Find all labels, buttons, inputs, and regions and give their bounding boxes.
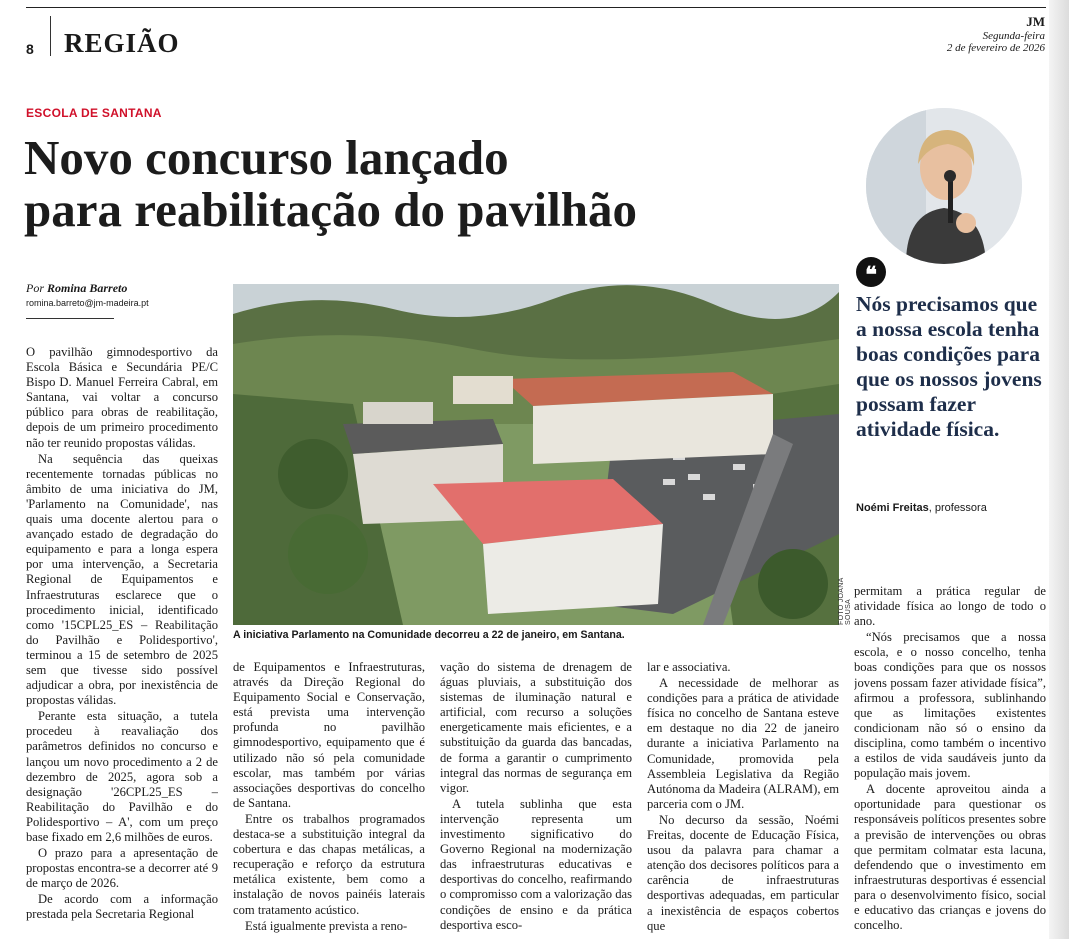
quote-icon: ❝: [856, 257, 886, 287]
paragraph: O pavilhão gimnodesportivo da Escola Básica e Secundária PE/C Bispo D. Manuel Ferreira Cabral, em Santana, vai voltar a concurso público para obras de reabilitação, depois de um primeiro procedimento não ter reunido propostas válidas.: [26, 345, 218, 450]
paragraph: A docente aproveitou ainda a oportunidade para questionar os responsáveis políticos presentes sobre a previsão de intervenções ou obras que permitam colmatar esta lacuna, defendendo que o investimento em infraestruturas desportivas é essencial para o desenvolvimento físico, social e educativo das crianças e jovens do concelho.: [854, 782, 1046, 933]
paragraph: A tutela sublinha que esta intervenção representa um investimento significativo do Governo Regional na modernização das infraestruturas educativas e desportivas do concelho, reafirmando o compromisso com a valorização das condições de ensino e da prática desportiva esco-: [440, 796, 632, 932]
column-2: [233, 660, 425, 935]
paragraph: O prazo para a apresentação de propostas encontra-se a decorrer até 9 de março de 2026.: [26, 846, 218, 891]
paragraph: lar e associativa.: [647, 660, 731, 674]
paragraph: de Equipamentos e Infraestruturas, através da Direção Regional do Equipamento Social e Conservação, está prevista uma intervenção profunda no pavilhão gimnodesportivo, equipamento que é utilizado não só pela comunidade escolar, mas também por várias associações desportivas do concelho de Santana.: [233, 660, 425, 810]
quote-speaker-role: , professora: [928, 502, 987, 514]
byline-rule: [26, 318, 114, 319]
speaker-photo: [866, 108, 1022, 264]
paragraph: permitam a prática regular de atividade física ao longo de todo o ano.: [854, 584, 1046, 629]
headline-line-2: para reabilitação do pavilhão: [24, 182, 638, 237]
photo-credit: FOTO JOANA SOUSA: [838, 577, 852, 625]
pull-quote-attribution: [856, 502, 987, 514]
byline-prefix: Por: [26, 281, 47, 295]
paragraph: Na sequência das queixas recentemente tornadas públicas no âmbito de uma iniciativa do JM, 'Parlamento na Comunidade', nas quais uma docente alertou para o avançado estado de degradação do equipamento e para a longa espera por uma intervenção, a Secretaria Regional de Equipamentos e Infraestruturas esclarece que o procedimento inicial, identificado como '15CPL25_ES – Reabilitação do Pavilhão e Polidesportivo', terminou a 15 de setembro de 2025 sem que tivesse sido possível adjudicar a obra, por inexistência de propostas válidas.: [26, 451, 218, 708]
quote-speaker-name: Noémi Freitas: [856, 502, 929, 514]
paragraph: De acordo com a informação prestada pela Secretaria Regional: [26, 892, 218, 922]
column-5: [854, 584, 1046, 935]
section-title: REGIÃO: [64, 28, 180, 58]
article-headline: [24, 132, 844, 236]
author-portrait: [866, 108, 1022, 264]
article-photo: [233, 284, 839, 625]
paragraph: Entre os trabalhos programados destaca-se a substituição integral da cobertura e das chapas metálicas, a recuperação e reforço da estrutura metálica existente, bem como a instalação de novos painéis laterais com tratamento acústico.: [233, 811, 425, 917]
paragraph: “Nós precisamos que a nossa escola, e o nosso concelho, tenha boas condições para que os nossos jovens possam fazer atividade física”, afirmou a professora, sublinhando que as limitações existentes condicionam não só o ensino da disciplina, como também o incentivo a estilos de vida saudáveis junto da população mais jovem.: [854, 630, 1046, 781]
paragraph: Perante esta situação, a tutela procedeu à reavaliação dos parâmetros definidos no concurso e lançou um novo procedimento a 2 de dezembro de 2025, agora sob a designação '26CPL25_ES – Reabilitação do Pavilhão e do Polidesportivo – A', com um preço base fixado em 2,6 milhões de euros.: [26, 709, 218, 844]
section-divider: [50, 16, 51, 56]
column-1: [26, 345, 218, 935]
masthead-date: 2 de fevereiro de 2026: [946, 42, 1045, 54]
top-rule: [26, 7, 1046, 8]
paragraph: No decurso da sessão, Noémi Freitas, docente de Educação Física, usou da palavra para chamar a atenção dos decisores políticos para a carência de infraestruturas desportivas adequadas, em particular a inexistência de espaços cobertos que: [647, 812, 839, 933]
pull-quote: Nós precisamos que a nossa escola tenha boas condições para que os nossos jovens possam fazer atividade física.: [856, 292, 1042, 441]
column-4: [647, 660, 839, 935]
paragraph: vação do sistema de drenagem de águas pluviais, a substituição dos sistemas de iluminação natural e artificial, com recurso a soluções energeticamente mais eficientes, e a substituição da guarda das bancadas, de forma a garantir o cumprimento integral das normas de segurança em vigor.: [440, 660, 632, 795]
column-3: [440, 660, 632, 935]
page-edge-shadow: [1049, 0, 1069, 939]
author-name: Romina Barreto: [47, 281, 128, 295]
article-kicker: ESCOLA DE SANTANA: [26, 106, 162, 120]
masthead-weekday: Segunda-feira: [982, 30, 1045, 42]
headline-line-1: Novo concurso lançado: [24, 130, 509, 185]
masthead: [947, 14, 1045, 54]
masthead-logo: JM: [1026, 14, 1045, 29]
byline: [26, 281, 127, 296]
school-aerial-image: [233, 284, 839, 625]
page-number: 8: [26, 41, 34, 57]
photo-caption: A iniciativa Parlamento na Comunidade decorreu a 22 de janeiro, em Santana.: [233, 629, 625, 641]
paragraph: Está igualmente prevista a reno-: [245, 918, 408, 933]
paragraph: A necessidade de melhorar as condições para a prática de atividade física no concelho de Santana esteve em destaque no dia 22 de janeiro durante a iniciativa Parlamento na Comunidade, promovida pela Assembleia Legislativa da Região Autónoma da Madeira (ALRAM), em parceria com o JM.: [647, 676, 839, 811]
author-email[interactable]: romina.barreto@jm-madeira.pt: [26, 298, 149, 308]
